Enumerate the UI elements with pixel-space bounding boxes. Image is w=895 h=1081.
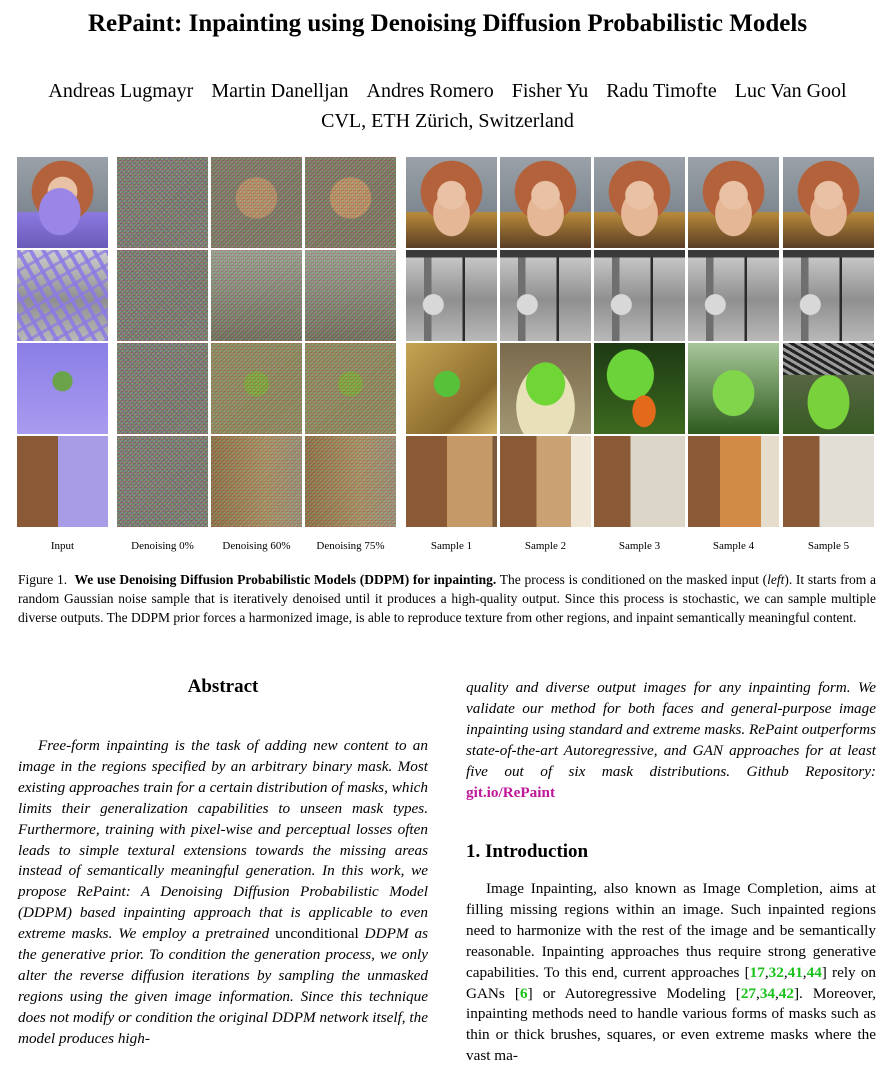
citation[interactable]: 27 [740,984,757,1002]
intro-body: Image Inpainting, also known as Image Completion, aims at filling missing regions within an image. Such inpainted regions need to harmonize with the rest of the image and be semantically reasonable. Inpainting approaches thus require strong generative capabilities. To this end, current approaches [17,32,41,44] rely on GANs [6] or Autoregressive Modeling [27,34,42]. Moreover, inpainting methods need to handle various forms of masks such as thin or thick brushes, squares, or even extreme masks where the vast ma- [466,880,877,1065]
caption-bold: We use Denoising Diffusion Probabilistic Models (DDPM) for inpainting. [74,572,497,587]
sample-leaf-2 [500,343,591,434]
input-room-masked [17,436,108,527]
intro-heading: 1. Introduction [466,841,589,862]
citation[interactable]: 42 [778,984,794,1002]
sample-room-4 [688,436,779,527]
author-name: Martin Danelljan [211,80,349,102]
sample-room-3 [594,436,685,527]
noise-face-75 [305,157,396,248]
sample-face-3 [594,157,685,248]
input-lab-masked [17,250,108,341]
sample-leaf-1 [406,343,497,434]
sample-lab-2 [500,250,591,341]
column-label: Sample 3 [618,540,661,552]
sample-leaf-4 [688,343,779,434]
noise-leaf-60 [211,343,302,434]
repo-link[interactable]: git.io/RePaint [466,783,556,801]
sample-leaf-3 [594,343,685,434]
abstract-text-upright: unconditional [269,925,365,943]
author-name: Fisher Yu [511,80,589,102]
citation[interactable]: 17 [749,963,765,981]
noise-leaf-0 [117,343,208,434]
column-label: Denoising 75% [316,540,385,552]
sample-face-4 [688,157,779,248]
column-label: Sample 4 [712,540,755,552]
noise-lab-0 [117,250,208,341]
column-label: Sample 5 [807,540,850,552]
noise-room-60 [211,436,302,527]
sample-room-5 [783,436,874,527]
citation[interactable]: 41 [787,963,803,981]
citation[interactable]: 32 [768,963,784,981]
sample-face-5 [783,157,874,248]
author-name: Luc Van Gool [734,80,847,102]
sample-leaf-5 [783,343,874,434]
caption-label: Figure 1. [18,572,68,587]
sample-face-2 [500,157,591,248]
citation[interactable]: 44 [806,963,822,981]
input-leaf-masked [17,343,108,434]
caption-italic: left [767,572,785,587]
column-label: Denoising 0% [131,540,194,552]
noise-lab-75 [305,250,396,341]
noise-face-0 [117,157,208,248]
citation[interactable]: 6 [519,984,528,1002]
abstract-heading: Abstract [187,676,259,697]
noise-lab-60 [211,250,302,341]
sample-lab-1 [406,250,497,341]
author-name: Radu Timofte [606,80,717,102]
noise-face-60 [211,157,302,248]
author-name: Andres Romero [366,80,494,102]
noise-room-75 [305,436,396,527]
column-label: Input [50,540,75,552]
citation[interactable]: 34 [759,984,775,1002]
column-label: Sample 2 [524,540,567,552]
abstract-text: quality and diverse output images for any inpainting form. We validate our method for both faces and general-purpose image inpainting using standard and extreme masks. RePaint outperforms state-of-the-art Autoregressive, and GAN approaches for at least five out of six mask distributions. Github Repository: [466,679,876,780]
teaser-figure [17,157,877,529]
noise-leaf-75 [305,343,396,434]
caption-text: ). It starts from a random Gaussian noise sample that is iteratively denoised until it produces a high-quality output. Since this process is stochastic, we can sample multiple diverse outputs. The DDPM prior forces a harmonized image, is able to reproduce texture from other regions, and inpaint semantically meaningful content. [18,572,877,625]
intro-text: ] rely on GANs [ [466,963,877,1002]
author-name: Andreas Lugmayr [48,80,194,102]
affiliation: CVL, ETH Zürich, Switzerland [321,110,574,132]
column-label: Sample 1 [430,540,473,552]
noise-room-0 [117,436,208,527]
intro-text: Image Inpainting, also known as Image Completion, aims at filling missing regions within an image. Such inpainted regions need to harmonize with the rest of the image and be semantically reasonable. Inpainting approaches thus require strong generative capabilities. To this end, current approaches [ [466,880,876,981]
sample-lab-3 [594,250,685,341]
paper-title: RePaint: Inpainting using Denoising Diffusion Probabilistic Models [87,10,808,37]
intro-text: ] or Autoregressive Modeling [ [527,984,741,1002]
sample-room-1 [406,436,497,527]
input-face-masked [17,157,108,248]
figure-caption [18,570,876,627]
abstract-text: Free-form inpainting is the task of adding new content to an image in the regions specified by an arbitrary binary mask. Most existing approaches train for a certain distribution of masks, which limits their generalization capabilities to unseen mask types. Furthermore, training with pixel-wise and perceptual losses often leads to simple textural extensions towards the missing areas instead of semantically meaningful generation. In this work, we propose RePaint: A Denoising Diffusion Probabilistic Model (DDPM) based inpainting approach that is applicable to even extreme masks. We employ a pretrained [18,737,428,943]
abstract-continued [466,678,876,803]
sample-lab-4 [688,250,779,341]
sample-room-2 [500,436,591,527]
column-label: Denoising 60% [222,540,291,552]
abstract-text: DDPM as the generative prior. To condition the generation process, we only alter the reverse diffusion iterations by sampling the unmasked regions using the given image information. Since this technique does not modify or condition the original DDPM network itself, the model produces high- [18,925,428,1047]
caption-text: The process is conditioned on the masked input ( [496,572,768,587]
sample-face-1 [406,157,497,248]
author-list [0,78,895,104]
sample-lab-5 [783,250,874,341]
abstract-body [18,736,428,1050]
intro-text: ]. Moreover, inpainting methods need to handle various forms of masks such as thin or thick brushes, squares, or even extreme masks where the vast ma- [466,984,876,1065]
